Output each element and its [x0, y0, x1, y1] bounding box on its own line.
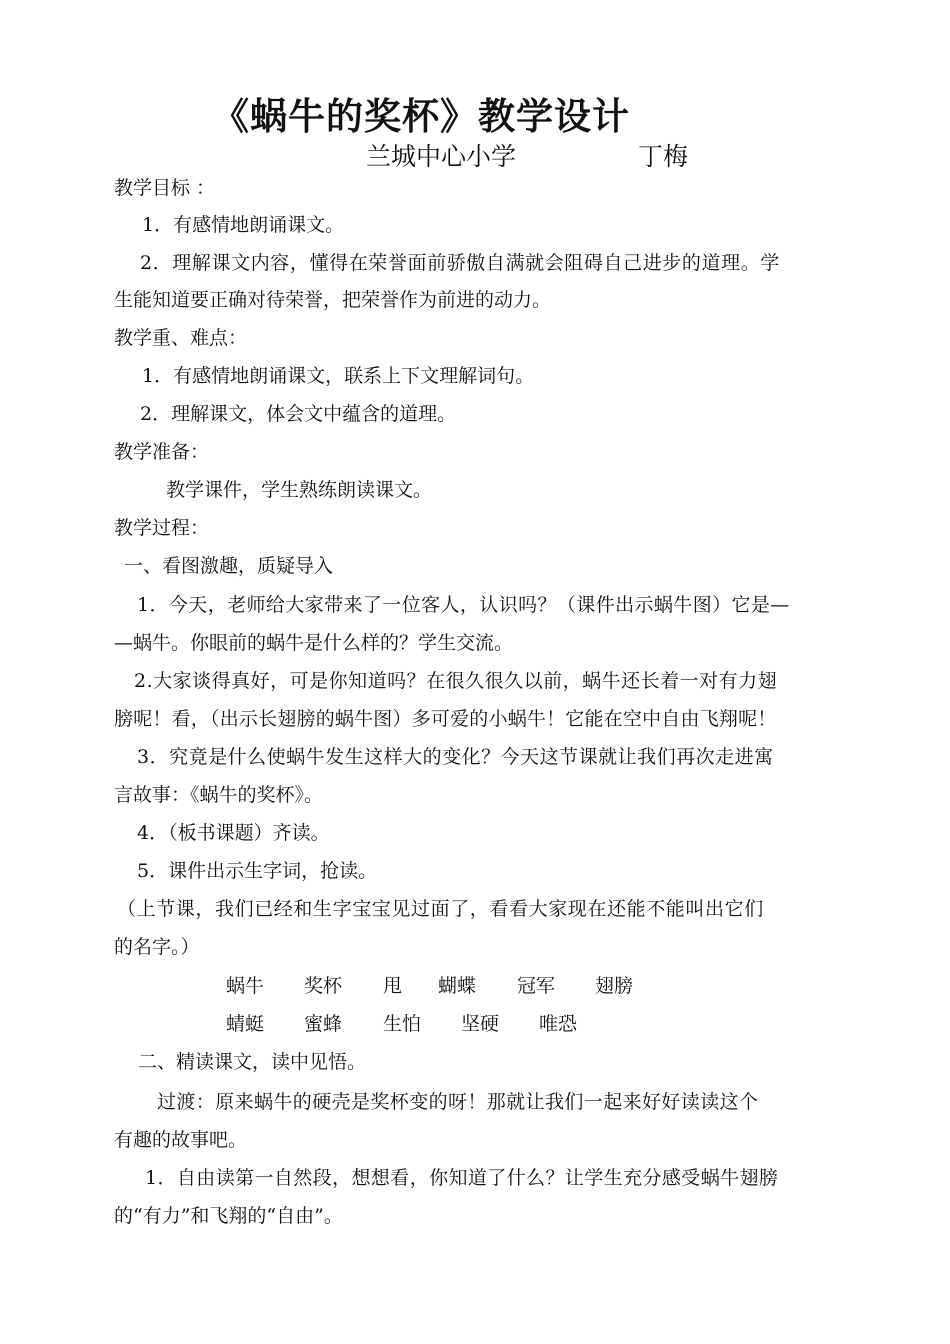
- body-line: （上节课，我们已经和生字宝宝见过面了，看看大家现在还能不能叫出它们: [117, 898, 764, 920]
- body-line: —蜗牛。你眼前的蜗牛是什么样的？学生交流。: [114, 632, 514, 654]
- body-line: 2.大家谈得真好，可是你知道吗？在很久很久以前，蜗牛还长着一对有力翅: [134, 670, 778, 692]
- section-heading: 教学准备：: [114, 441, 210, 463]
- author-name: 丁梅: [638, 142, 689, 171]
- vocab-word: 甩: [383, 975, 403, 997]
- body-line: 1．自由读第一自然段，想想看，你知道了什么？让学生充分感受蜗牛翅膀: [145, 1167, 779, 1189]
- vocab-word: 翅膀: [595, 975, 634, 997]
- vocab-word: 生怕: [383, 1013, 422, 1035]
- section-heading: 教学过程：: [114, 517, 210, 539]
- vocab-word: 蜗牛: [226, 975, 265, 997]
- school-name: 兰城中心小学: [366, 142, 517, 171]
- body-line: 3．究竟是什么使蜗牛发生这样大的变化？今天这节课就让我们再次走进寓: [137, 746, 774, 768]
- body-line: 1．有感情地朗诵课文，联系上下文理解词句。: [142, 365, 535, 387]
- subsection-heading: 一、看图激趣，质疑导入: [124, 555, 334, 577]
- vocab-word: 奖杯: [304, 975, 343, 997]
- body-line: 5．课件出示生字词，抢读。: [137, 860, 378, 882]
- subsection-heading: 二、精读课文，读中见悟。: [138, 1051, 367, 1073]
- body-line: 言故事：《蜗牛的奖杯》。: [114, 784, 324, 806]
- body-line: 1．有感情地朗诵课文。: [142, 214, 345, 236]
- body-line: 的“有力”和飞翔的“自由”。: [114, 1205, 343, 1227]
- document-title: 《蜗牛的奖杯》教学设计: [212, 94, 630, 138]
- body-line: 2．理解课文内容，懂得在荣誉面前骄傲自满就会阻碍自己进步的道理。学: [140, 252, 780, 274]
- vocab-word: 蜻蜓: [226, 1013, 265, 1035]
- vocab-word: 坚硬: [461, 1013, 500, 1035]
- vocab-word: 冠军: [517, 975, 556, 997]
- body-line: 的名字。）: [114, 936, 200, 958]
- section-heading: 教学重、难点：: [114, 327, 248, 349]
- body-line: 2．理解课文，体会文中蕴含的道理。: [140, 403, 457, 425]
- vocab-word: 蜜蜂: [304, 1013, 343, 1035]
- body-line: 1．今天，老师给大家带来了一位客人，认识吗？（课件出示蜗牛图）它是—: [137, 594, 790, 616]
- section-heading: 教学目标 ：: [114, 177, 216, 199]
- body-line: 教学课件，学生熟练朗读课文。: [166, 479, 433, 501]
- body-line: 过渡：原来蜗牛的硬壳是奖杯变的呀！那就让我们一起来好好读读这个: [157, 1091, 759, 1113]
- body-line: 膀呢！看，（出示长翅膀的蜗牛图）多可爱的小蜗牛！它能在空中自由飞翔呢！: [114, 708, 777, 730]
- vocab-word: 唯恐: [539, 1013, 578, 1035]
- body-line: 有趣的故事吧。: [114, 1129, 248, 1151]
- vocab-word: 蝴蝶: [438, 975, 477, 997]
- body-line: 生能知道要正确对待荣誉，把荣誉作为前进的动力。: [114, 289, 552, 311]
- body-line: 4．（板书课题）齐读。: [137, 822, 330, 844]
